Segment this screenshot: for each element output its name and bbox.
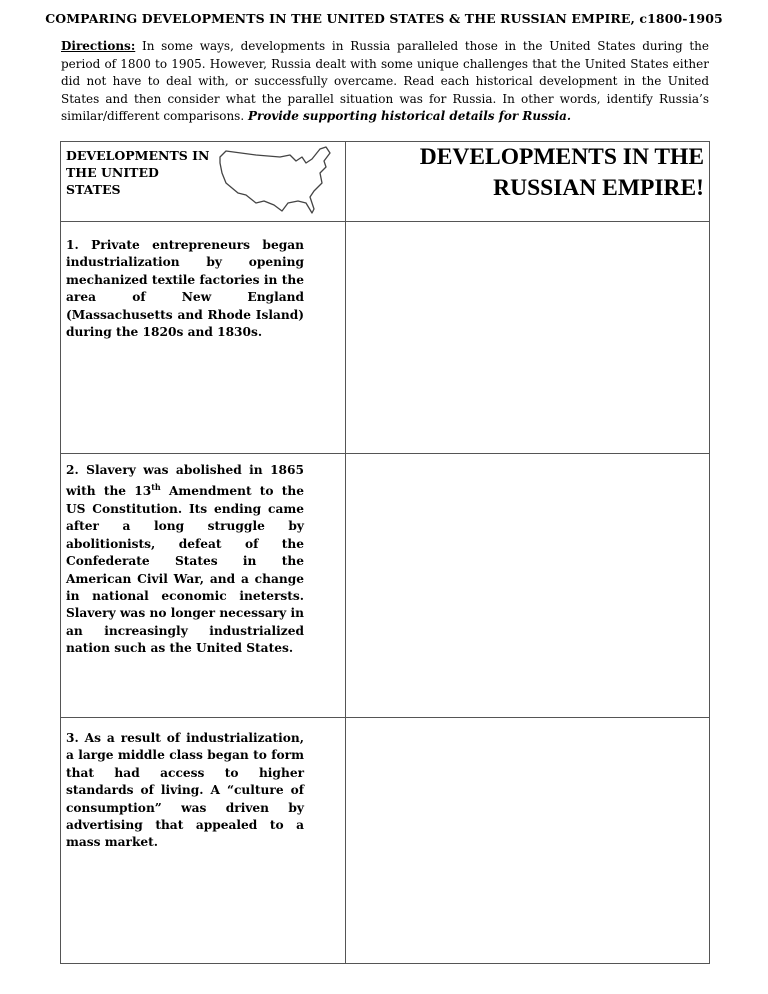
russia-column-header: DEVELOPMENTS IN THE RUSSIAN EMPIRE!	[419, 144, 704, 201]
us-development-2-text-a: 2. Slavery was abolished in 1865 with the 13	[66, 463, 304, 499]
us-development-2-sup: th	[151, 482, 161, 493]
row-divider-2	[60, 717, 710, 718]
directions-body: In some ways, developments in Russia paralleled those in the United States during the period of 1800 to 1905. However, Russia dealt with some unique challenges that the United States either did not have to deal with, or successfully overcame. Read each historical development in the United States and then consider what the parallel situation was for Russia. In other words, identify Russia’s similar/different comparisons.	[61, 39, 709, 123]
directions-label: Directions:	[61, 39, 136, 53]
us-development-2-text-b: Amendment to the US Constitution. Its ending came after a long struggle by abolitionists, defeat of the Confederate States in the American Civil War, and a change in national economic inetersts. Slavery was no longer necessary in an increasingly industrialized nation such as the United States.	[66, 484, 304, 656]
column-divider	[345, 141, 346, 964]
us-map-icon	[216, 143, 334, 223]
us-column-header: DEVELOPMENTS IN THE UNITED STATES	[66, 148, 210, 197]
us-development-2	[66, 462, 304, 658]
header-row-divider	[60, 221, 710, 222]
directions-emphasis: Provide supporting historical details for Russia.	[247, 109, 572, 123]
us-development-3: 3. As a result of industrialization, a large middle class began to form that had access to higher standards of living. A “culture of consumption” was driven by advertising that appealed to a mass market.	[66, 731, 304, 850]
directions-paragraph	[61, 38, 709, 126]
us-development-1: 1. Private entrepreneurs began industrialization by opening mechanized textile factories in the area of New England (Massachusetts and Rhode Island) during the 1820s and 1830s.	[66, 238, 304, 340]
row-divider-1	[60, 453, 710, 454]
worksheet-title: COMPARING DEVELOPMENTS IN THE UNITED STATES & THE RUSSIAN EMPIRE, c1800-1905	[45, 11, 723, 26]
